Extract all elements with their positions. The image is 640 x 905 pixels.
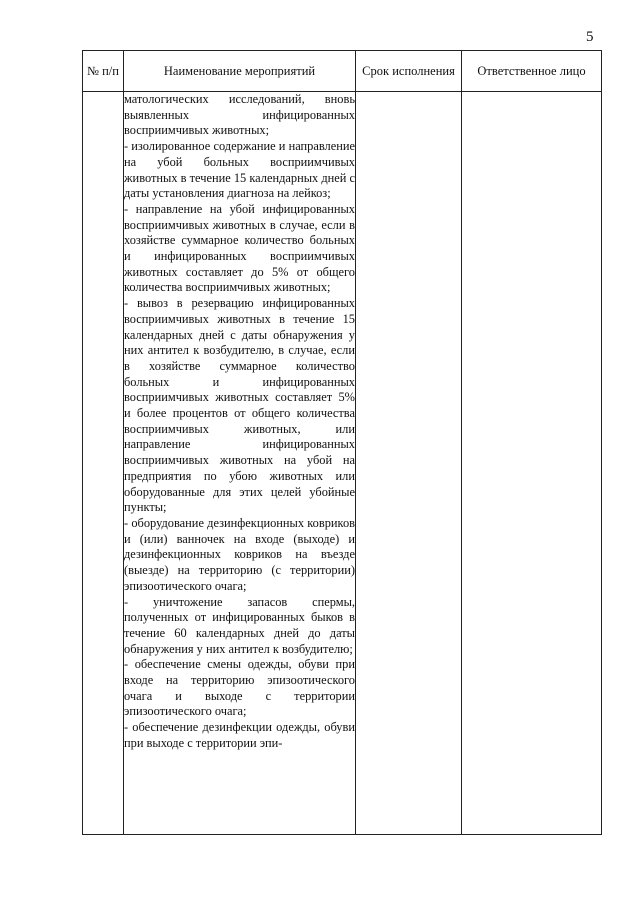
measure-item: - оборудование дезинфекционных ковриков и (или) ванночек на входе (выходе) и дезинфекционных ковриков на въезде (выезде) на территорию (с территории) эпизоотического очага; xyxy=(124,515,355,593)
header-responsible: Ответственное лицо xyxy=(462,51,602,92)
header-number: № п/п xyxy=(83,51,124,92)
measure-item: - уничтожение запасов спермы, полученных от инфицированных быков в течение 60 календарных дней до даты обнаружения у них антител к возбудителю; xyxy=(124,594,355,656)
header-deadline: Срок исполнения xyxy=(356,51,462,92)
measure-item: - изолированное содержание и направление на убой больных восприимчивых животных в течение 15 календарных дней с даты установления диагноза на лейкоз; xyxy=(124,139,355,201)
responsible-cell xyxy=(462,92,602,835)
table-header-row xyxy=(83,51,602,92)
header-measures: Наименование мероприятий xyxy=(124,51,356,92)
measure-item: матологических исследований, вновь выявленных инфицированных восприимчивых животных; xyxy=(124,92,355,138)
measure-item: - обеспечение дезинфекции одежды, обуви при выходе с территории эпи- xyxy=(124,720,355,750)
table-row xyxy=(83,92,602,835)
page-number: 5 xyxy=(586,29,594,45)
number-cell xyxy=(83,92,124,835)
measures-table xyxy=(82,50,602,835)
deadline-cell xyxy=(356,92,462,835)
measures-cell xyxy=(124,92,356,835)
measure-item: - вывоз в резервацию инфицированных восприимчивых животных в течение 15 календарных дней с даты обнаружения у них антител к возбудителю, в случае, если в хозяйстве суммарное количество больных и инфицированных восприимчивых животных составляет 5% и более процентов от общего количества восприимчивых животных, или направление инфицированных восприимчивых животных на убой на предприятия по убою животных или оборудованные для этих целей убойные пункты; xyxy=(124,296,355,515)
measure-item: - обеспечение смены одежды, обуви при входе на территорию эпизоотического очага и выходе с территории эпизоотического очага; xyxy=(124,657,355,719)
measure-item: - направление на убой инфицированных восприимчивых животных в случае, если в хозяйстве суммарное количество больных и инфицированных восприимчивых животных составляет до 5% от общего количества восприимчивых животных; xyxy=(124,201,355,295)
